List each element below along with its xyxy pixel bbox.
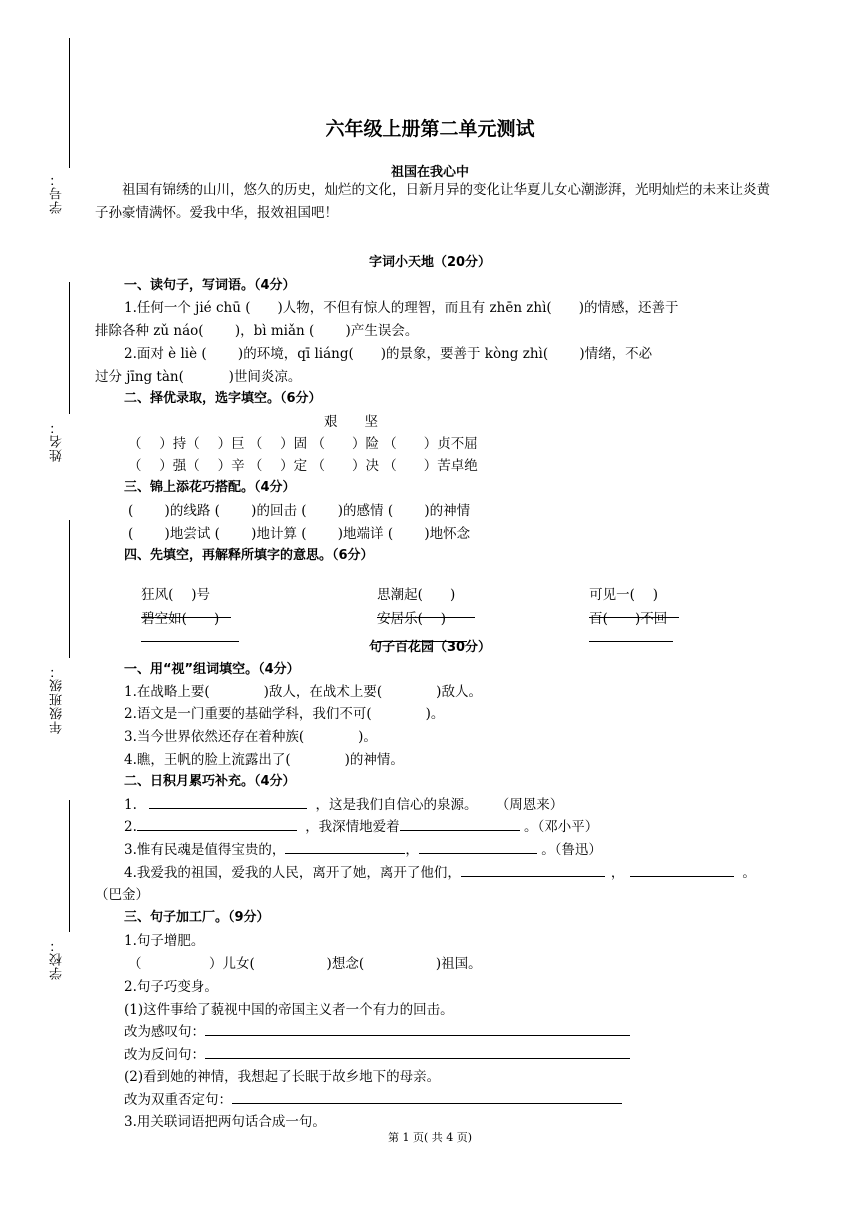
s1-q4-b1-text: 碧空如( ): [141, 611, 220, 627]
s2-q1-sentence1: 1.在战略上要( )敌人，在战术上要( )敌人。: [124, 684, 482, 700]
s2-q2-title: 二、日积月累巧补充。（4分）: [124, 774, 296, 789]
s1-q1-sentence2a: 2.面对 è liè ( )的环境，qī liáng( )的景象，要善于 kòng zhì( )情绪，不必: [124, 346, 653, 362]
label-student-name: 姓名：: [50, 420, 65, 462]
s2-q3-rhetorical: [124, 1043, 630, 1063]
section1-heading: 字词小天地（20分）: [368, 255, 492, 270]
s2-q1-sentence4: 4.瞧，王帆的脸上流露出了( )的神情。: [124, 752, 404, 768]
s2-q2-s2-prefix: 2.: [124, 819, 137, 835]
s2-q3-part2-sentence1: (1)这件事给了藐视中国的帝国主义者一个有力的回击。: [124, 1002, 454, 1018]
label-school: 学校：: [50, 938, 65, 980]
s2-q3-part2-sentence2: (2)看到她的神情，我想起了长眠于故乡地下的母亲。: [124, 1069, 441, 1085]
s2-q1-title: 一、用“视”组词填空。（4分）: [124, 662, 300, 677]
s1-q2-title: 二、择优录取，选字填空。（6分）: [124, 391, 322, 406]
s1-q3-title: 三、锦上添花巧搭配。（4分）: [124, 480, 296, 495]
s2-q3-part3: 3.用关联词语把两句话合成一句。: [124, 1114, 326, 1130]
s2-q2-s3-text: 3.惟有民魂是值得宝贵的，: [124, 842, 286, 858]
s2-q2-s1-prefix: 1.: [124, 797, 137, 813]
answer-blank[interactable]: [205, 1044, 630, 1059]
s2-q2-s2-source: 。（邓小平）: [523, 819, 599, 835]
s1-q4-a1-text: 狂风( )号: [141, 587, 210, 603]
rhetorical-label: 改为反问句：: [124, 1047, 205, 1063]
s2-q3-title: 三、句子加工厂。（9分）: [124, 910, 270, 925]
s2-q2-s4-source: （巴金）: [95, 887, 149, 903]
s2-q3-double-negative: [124, 1088, 622, 1108]
s1-q1-sentence1a: 1.任何一个 jié chū ( )人物，不但有惊人的理智，而且有 zhēn zhì( )的情感，还善于: [124, 300, 679, 316]
s1-q1-sentence1b: 排除各种 zǔ náo( )，bì miǎn ( )产生误会。: [95, 323, 419, 339]
s2-q2-s1-source: （周恩来）: [495, 797, 564, 813]
s2-q3-part1-line: （ ）儿女( )想念( )祖国。: [128, 956, 482, 972]
answer-blank[interactable]: [232, 1089, 622, 1104]
section2-heading: 句子百花园（30分）: [368, 640, 492, 655]
binding-line-name: [69, 282, 70, 414]
s2-q3-exclamatory: [124, 1020, 630, 1040]
binding-line-number: [69, 38, 70, 168]
s1-q2-row2: （ ）强（ ）辛 （ ）定 （ ）决 （ ）苦卓绝: [128, 458, 478, 474]
s1-q3-row2: ( )地尝试 ( )地计算 ( )地端详 ( )地怀念: [128, 526, 471, 542]
answer-blank[interactable]: [630, 862, 734, 877]
s1-q2-choice-chars: 艰 坚: [324, 414, 378, 430]
s1-q4-a2-text: 思潮起( ): [377, 587, 456, 603]
s2-q2-s3-source: 。（鲁迅）: [541, 842, 602, 858]
s1-q4-b3-text: 百( )不回: [589, 611, 668, 627]
exclamatory-label: 改为感叹句：: [124, 1024, 205, 1040]
answer-blank[interactable]: [137, 816, 297, 831]
s2-q2-item2: [124, 815, 598, 835]
page-title: 六年级上册第二单元测试: [325, 118, 535, 140]
intro-heading: 祖国在我心中: [390, 165, 469, 180]
s2-q2-s4-end: 。: [742, 865, 756, 881]
s2-q2-item1: [124, 793, 563, 813]
answer-blank[interactable]: [149, 794, 307, 809]
answer-blank[interactable]: [285, 839, 405, 854]
intro-paragraph: 祖国有锦绣的山川，悠久的历史，灿烂的文化，日新月异的变化让华夏儿女心潮澎湃，光明灿烂的未来让炎黄子孙豪情满怀。爱我中华，报效祖国吧！: [95, 182, 770, 221]
s2-q2-s4-text: 4.我爱我的祖国，爱我的人民，离开了她，离开了他们，: [124, 865, 461, 881]
label-student-number: 学号：: [50, 172, 65, 214]
s1-q1-sentence2b: 过分 jīng tàn( )世间炎凉。: [95, 369, 302, 385]
s2-q2-item3: [124, 838, 602, 858]
s1-q2-row1: （ ）持（ ）巨 （ ）固 （ ）险 （ ）贞不屈: [128, 436, 478, 452]
s2-q2-s1-text: ，这是我们自信心的泉源。: [315, 797, 478, 813]
double-negative-label: 改为双重否定句：: [124, 1092, 232, 1108]
s1-q3-row1: ( )的线路 ( )的回击 ( )的感情 ( )的神情: [128, 503, 471, 519]
s1-q4-b2-text: 安居乐( ): [377, 611, 446, 627]
binding-line-school: [69, 800, 70, 932]
s2-q1-sentence2: 2.语文是一门重要的基础学科，我们不可( )。: [124, 706, 445, 722]
s2-q1-sentence3: 3.当今世界依然还存在着种族( )。: [124, 729, 377, 745]
answer-blank[interactable]: [461, 862, 605, 877]
s2-q2-s4-comma: ，: [610, 865, 625, 881]
s2-q3-part2: 2.句子巧变身。: [124, 979, 218, 995]
s1-q4-title: 四、先填空，再解释所填字的意思。（6分）: [124, 548, 374, 563]
s2-q2-s3-comma: ，: [405, 842, 419, 858]
answer-blank[interactable]: [419, 839, 537, 854]
answer-blank[interactable]: [205, 1021, 630, 1036]
s1-q1-title: 一、读句子，写词语。（4分）: [124, 278, 296, 293]
s2-q2-s2-text: ，我深情地爱着: [305, 819, 400, 835]
answer-blank[interactable]: [400, 816, 520, 831]
page-footer: 第 1 页( 共 4 页): [387, 1131, 473, 1144]
s1-q4-a3-text: 可见一( ): [589, 587, 658, 603]
s2-q3-part1: 1.句子增肥。: [124, 933, 205, 949]
s2-q2-item4: [124, 861, 756, 881]
label-grade-class: 年级班级：: [50, 664, 65, 734]
